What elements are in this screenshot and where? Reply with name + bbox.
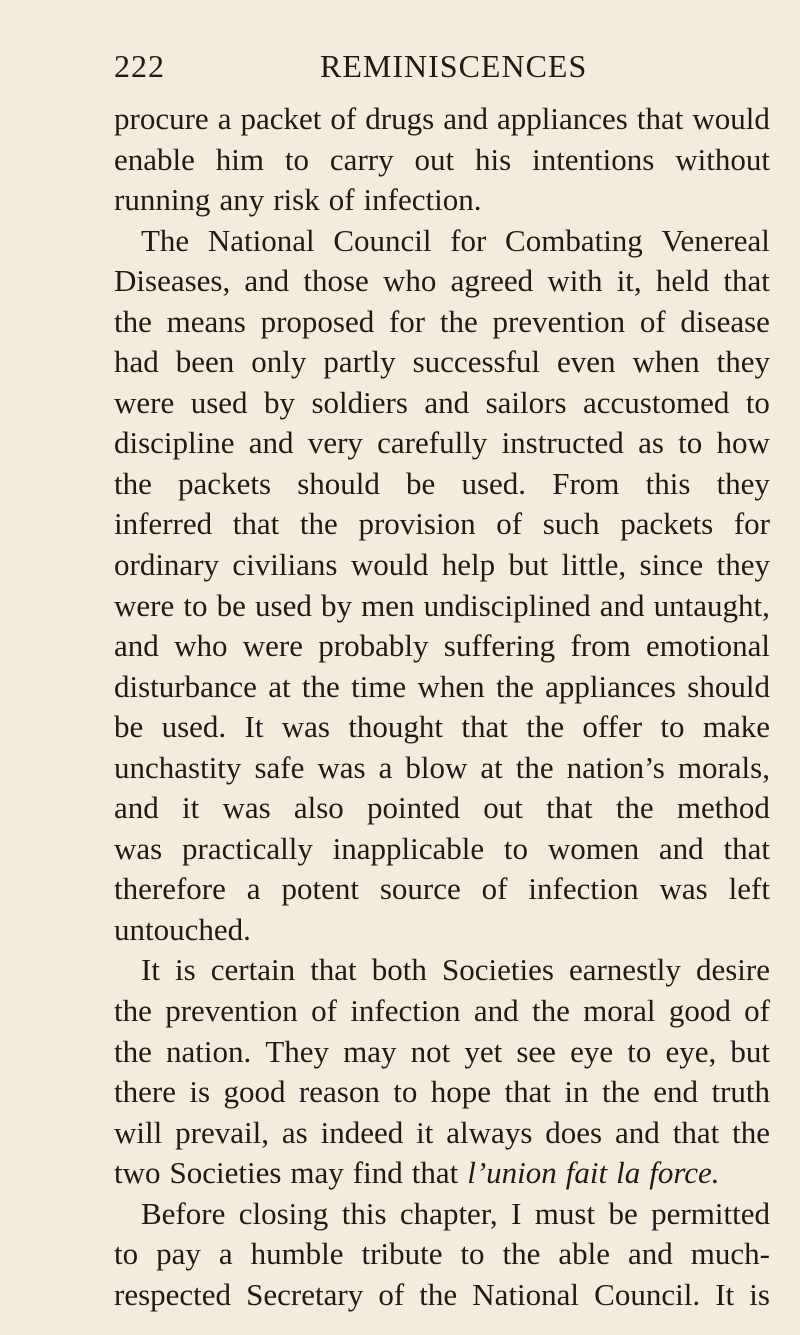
word: this: [645, 465, 691, 501]
word: From: [552, 465, 620, 501]
text-line: [114, 464, 770, 505]
word: potent: [281, 871, 359, 907]
word: out: [483, 790, 523, 826]
word: to: [745, 384, 770, 420]
page-number: 222: [114, 48, 165, 84]
word: any: [219, 182, 265, 218]
word: as: [281, 1114, 308, 1150]
word: to: [284, 141, 310, 177]
text-line: [114, 423, 770, 464]
word: a: [217, 101, 232, 136]
word: suffering: [443, 628, 556, 664]
text-line: [114, 504, 770, 545]
word: see: [516, 1033, 556, 1069]
word: time: [351, 668, 407, 704]
word: to: [627, 1033, 652, 1069]
word: they: [716, 547, 770, 583]
word: for: [388, 303, 426, 339]
word: inferred: [114, 506, 213, 542]
text-line: [114, 261, 770, 302]
word: it: [416, 1114, 434, 1150]
text-line: [114, 342, 770, 383]
word: for: [450, 222, 487, 258]
word: the: [299, 506, 338, 542]
word: discipline: [114, 425, 235, 461]
word: to: [393, 1074, 418, 1110]
word: untouched.: [114, 911, 251, 947]
word: much-: [690, 1236, 770, 1272]
word: running: [114, 182, 211, 218]
word: may: [290, 1155, 344, 1191]
word: of: [496, 506, 523, 542]
word: able: [558, 1236, 610, 1272]
word: men: [361, 587, 415, 623]
text-line: [114, 1275, 770, 1316]
body-text: [114, 99, 770, 1315]
word: out: [414, 141, 455, 177]
word: moral: [583, 993, 656, 1029]
word: without: [675, 141, 770, 177]
word: to: [460, 1236, 485, 1272]
word: him: [215, 141, 265, 177]
text-line: [114, 1032, 770, 1073]
word: agreed: [450, 263, 534, 299]
word: sailors: [485, 384, 567, 420]
word: that: [232, 506, 280, 542]
word: carefully: [377, 425, 488, 461]
word: was: [659, 871, 708, 907]
word: The: [141, 222, 190, 258]
word: his: [475, 141, 512, 177]
word: help: [441, 547, 496, 583]
word: It: [244, 709, 264, 745]
text-line: [114, 667, 770, 708]
word: that: [310, 952, 357, 988]
word: untaught,: [653, 587, 770, 623]
word: force.: [649, 1155, 720, 1191]
word: may: [343, 1033, 397, 1069]
word: even: [556, 344, 616, 380]
word: prevention: [165, 993, 298, 1029]
word: instructed: [501, 425, 624, 461]
word: be: [406, 465, 436, 501]
word: find: [352, 1155, 403, 1191]
word: Diseases,: [114, 263, 231, 299]
word: permitted: [651, 1195, 770, 1231]
word: intentions: [532, 141, 655, 177]
word: should: [687, 668, 770, 704]
word: offer: [582, 709, 643, 745]
text-line: [114, 383, 770, 424]
word: used.: [461, 465, 527, 501]
word: certain: [210, 952, 296, 988]
word: humble: [250, 1236, 344, 1272]
word: drugs: [365, 101, 435, 136]
word: in: [564, 1074, 589, 1110]
word: the: [439, 303, 478, 339]
word: Venereal: [661, 222, 770, 258]
word: It: [715, 1276, 735, 1312]
word: pay: [156, 1236, 201, 1272]
word: will: [114, 1114, 163, 1150]
word: the: [114, 993, 152, 1029]
text-line: [114, 221, 770, 262]
word: they: [716, 344, 770, 380]
word: used: [255, 587, 312, 623]
word: of: [311, 993, 337, 1029]
text-line: [114, 1072, 770, 1113]
word: provision: [358, 506, 476, 542]
text-line: [114, 910, 770, 951]
word: the: [114, 465, 152, 501]
word: since: [639, 547, 704, 583]
word: by: [320, 587, 352, 623]
word: and: [627, 1236, 673, 1272]
word: tribute: [361, 1236, 443, 1272]
text-line: [114, 99, 770, 140]
word: the: [531, 993, 570, 1029]
word: the: [502, 1236, 541, 1272]
word: used.: [161, 709, 227, 745]
word: for: [733, 506, 770, 542]
word: blow: [405, 749, 468, 785]
word: not: [410, 1033, 451, 1069]
word: nation.: [165, 1033, 252, 1069]
word: Societies: [169, 1155, 282, 1191]
word: nation’s: [566, 749, 665, 785]
word: be: [608, 1195, 638, 1231]
word: source: [379, 871, 461, 907]
word: that: [504, 1074, 551, 1110]
word: reason: [298, 1074, 380, 1110]
word: make: [702, 709, 770, 745]
word: that: [546, 790, 593, 826]
word: therefore: [114, 871, 226, 907]
word: from: [570, 628, 631, 664]
word: of: [378, 1276, 405, 1312]
text-line: [114, 829, 770, 870]
word: the: [114, 303, 152, 339]
word: disturbance: [114, 668, 257, 704]
word: to: [114, 1236, 139, 1272]
text-line: [114, 626, 770, 667]
word: the: [301, 668, 340, 704]
word: that: [723, 830, 770, 866]
word: when: [632, 344, 700, 380]
word: left: [728, 871, 770, 907]
word: they: [716, 465, 770, 501]
word: and: [248, 425, 294, 461]
text-line: [114, 1234, 770, 1275]
running-title: REMINISCENCES: [320, 48, 588, 84]
word: those: [303, 263, 369, 299]
word: soldiers: [311, 384, 408, 420]
text-line: [114, 748, 770, 789]
word: of: [481, 871, 508, 907]
word: packets: [620, 506, 714, 542]
word: had: [114, 344, 159, 380]
word: earnestly: [568, 952, 681, 988]
word: respected: [114, 1276, 232, 1312]
word: enable: [114, 141, 195, 177]
word: how: [716, 425, 770, 461]
word: is: [189, 1074, 211, 1110]
word: a: [218, 1236, 233, 1272]
text-line: [114, 302, 770, 343]
word: held: [655, 263, 710, 299]
word: is: [749, 1276, 770, 1312]
word: of: [639, 303, 666, 339]
word: good: [223, 1074, 286, 1110]
word: does: [545, 1114, 603, 1150]
word: the: [419, 1276, 458, 1312]
word: who: [174, 628, 228, 664]
word: National: [472, 1276, 580, 1312]
word: emotional: [646, 628, 770, 664]
word: a: [246, 871, 261, 907]
word: means: [166, 303, 246, 339]
word: inapplicable: [332, 830, 485, 866]
word: when: [417, 668, 485, 704]
word: be: [114, 709, 144, 745]
word: Before: [141, 1195, 226, 1231]
word: and: [424, 384, 470, 420]
word: and: [244, 263, 290, 299]
word: two: [114, 1155, 161, 1191]
word: eye: [570, 1033, 614, 1069]
text-line: [114, 788, 770, 829]
word: I: [511, 1195, 522, 1231]
word: to: [678, 425, 703, 461]
word: of: [744, 993, 770, 1029]
word: prevention: [492, 303, 626, 339]
word: but: [730, 1033, 770, 1069]
word: such: [542, 506, 600, 542]
word: that: [672, 1114, 720, 1150]
word: morals,: [677, 749, 770, 785]
word: closing: [238, 1195, 329, 1231]
word: but: [508, 547, 549, 583]
word: was: [281, 709, 330, 745]
word: the: [732, 1114, 770, 1150]
word: Combating: [505, 222, 643, 258]
word: by: [264, 384, 295, 420]
word: be: [216, 587, 246, 623]
word: Council.: [594, 1276, 701, 1312]
word: civilians: [232, 547, 338, 583]
word: the: [526, 709, 565, 745]
word: desire: [695, 952, 770, 988]
word: indeed: [320, 1114, 404, 1150]
text-line: [114, 869, 770, 910]
text-line: [114, 707, 770, 748]
word: with: [547, 263, 603, 299]
text-line: [114, 1153, 770, 1194]
word: been: [175, 344, 235, 380]
word: there: [114, 1074, 176, 1110]
word: eye,: [665, 1033, 717, 1069]
word: infection.: [363, 182, 482, 218]
word: both: [371, 952, 427, 988]
word: Council: [333, 222, 432, 258]
text-line: [114, 545, 770, 586]
word: to: [660, 709, 685, 745]
word: packet: [240, 101, 322, 136]
word: method: [676, 790, 770, 826]
word: the: [114, 1033, 152, 1069]
word: that: [411, 1155, 459, 1191]
word: ordinary: [114, 547, 220, 583]
word: very: [307, 425, 363, 461]
word: the: [495, 668, 534, 704]
word: and: [599, 587, 645, 623]
word: risk: [273, 182, 320, 218]
word: were: [114, 587, 175, 623]
word: National: [207, 222, 315, 258]
word: undisciplined: [423, 587, 591, 623]
word: proposed: [260, 303, 375, 339]
word: would: [350, 547, 429, 583]
word: l’union: [467, 1155, 557, 1191]
word: as: [638, 425, 664, 461]
word: that: [461, 709, 508, 745]
word: was: [114, 830, 163, 866]
word: is: [175, 952, 196, 988]
text-line: [114, 1194, 770, 1235]
word: would: [692, 101, 770, 136]
word: thought: [348, 709, 444, 745]
word: the: [601, 1074, 640, 1110]
word: accustomed: [583, 384, 730, 420]
word: truth: [711, 1074, 770, 1110]
word: pointed: [367, 790, 461, 826]
word: this: [341, 1195, 387, 1231]
word: end: [653, 1074, 699, 1110]
text-line: [114, 950, 770, 991]
word: and: [658, 830, 704, 866]
word: and: [473, 993, 519, 1029]
word: procure: [114, 101, 209, 136]
word: of: [328, 182, 355, 218]
word: was: [317, 749, 366, 785]
word: and: [443, 101, 488, 136]
word: successful: [412, 344, 541, 380]
word: to: [183, 587, 208, 623]
word: hope: [430, 1074, 492, 1110]
word: used: [190, 384, 248, 420]
text-line: [114, 140, 770, 181]
word: Secretary: [246, 1276, 364, 1312]
word: and: [114, 628, 159, 664]
word: prevail,: [175, 1114, 269, 1150]
word: good: [668, 993, 731, 1029]
word: women: [547, 830, 640, 866]
word: packets: [178, 465, 272, 501]
word: partly: [323, 344, 396, 380]
word: at: [480, 749, 503, 785]
word: infection: [528, 871, 639, 907]
word: the: [515, 749, 554, 785]
text-line: [114, 586, 770, 627]
running-head: [114, 46, 770, 86]
word: were: [242, 628, 303, 664]
word: only: [251, 344, 307, 380]
word: yet: [464, 1033, 503, 1069]
word: it,: [616, 263, 642, 299]
word: fait: [565, 1155, 608, 1191]
text-line: [114, 1113, 770, 1154]
word: of: [330, 101, 357, 136]
word: It: [141, 952, 160, 988]
word: who: [383, 263, 437, 299]
word: were: [114, 384, 175, 420]
word: the: [615, 790, 654, 826]
word: carry: [329, 141, 394, 177]
word: appliances: [497, 101, 628, 136]
word: Societies: [441, 952, 554, 988]
word: chapter,: [399, 1195, 498, 1231]
word: must: [534, 1195, 596, 1231]
word: to: [503, 830, 529, 866]
word: was: [222, 790, 271, 826]
word: practically: [182, 830, 313, 866]
word: and: [615, 1114, 660, 1150]
word: infection: [350, 993, 461, 1029]
word: la: [616, 1155, 641, 1191]
word: and: [114, 790, 159, 826]
word: at: [268, 668, 291, 704]
word: a: [378, 749, 393, 785]
word: also: [293, 790, 344, 826]
word: little,: [561, 547, 627, 583]
word: always: [446, 1114, 533, 1150]
text-line: [114, 180, 770, 221]
word: that: [723, 263, 770, 299]
word: probably: [318, 628, 429, 664]
word: safe: [254, 749, 305, 785]
word: They: [265, 1033, 330, 1069]
word: unchastity: [114, 749, 242, 785]
word: should: [297, 465, 380, 501]
word: that: [636, 101, 684, 136]
word: it: [181, 790, 200, 826]
word: disease: [680, 303, 770, 339]
text-line: [114, 991, 770, 1032]
word: appliances: [545, 668, 676, 704]
